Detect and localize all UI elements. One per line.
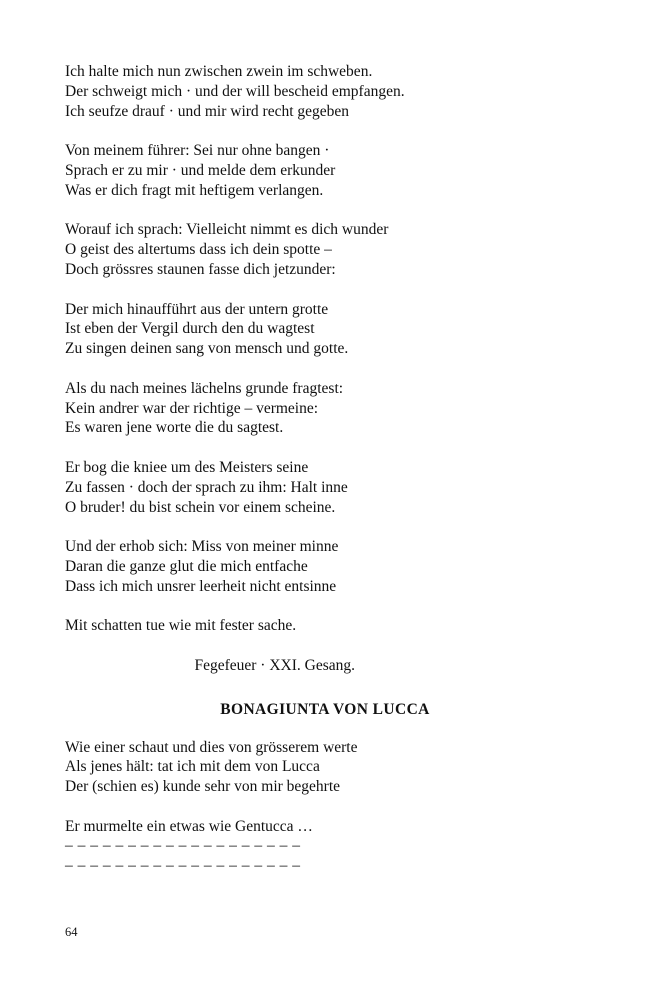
verse-line: Der (schien es) kunde sehr von mir begehrte — [65, 778, 341, 796]
verse-line: O geist des altertums dass ich dein spotte – — [65, 241, 332, 259]
stanza — [65, 458, 605, 517]
verse-line: Der mich hinaufführt aus der untern grotte — [65, 300, 329, 318]
stanza — [65, 220, 605, 279]
page-number: 64 — [65, 925, 78, 939]
stanza — [65, 141, 605, 200]
verse-line: O bruder! du bist schein vor einem scheine. — [65, 498, 336, 516]
text-block — [65, 62, 605, 896]
stanza — [65, 62, 605, 121]
verse-line: Als jenes hält: tat ich mit dem von Lucca — [65, 758, 320, 776]
stanza — [65, 738, 605, 797]
stanza — [65, 300, 605, 359]
verse-line: Dass ich mich unsrer leerheit nicht entsinne — [65, 577, 337, 595]
omission-line: – – – – – – – – – – – – – – – – – – – — [65, 857, 301, 875]
verse-line: Ich seufze drauf · und mir wird recht gegeben — [65, 102, 350, 120]
verse-line: Mit schatten tue wie mit fester sache. — [65, 617, 297, 635]
verse-line: Sprach er zu mir · und melde dem erkunder — [65, 161, 336, 179]
verse-line: Er bog die kniee um des Meisters seine — [65, 458, 309, 476]
verse-line: Kein andrer war der richtige – vermeine: — [65, 399, 319, 417]
verse-line: Es waren jene worte die du sagtest. — [65, 419, 284, 437]
verse-line: Daran die ganze glut die mich entfache — [65, 557, 308, 575]
source-reference: Fegefeuer · XXI. Gesang. — [194, 656, 355, 674]
verse-line: Als du nach meines lächelns grunde fragtest: — [65, 379, 344, 397]
stanza — [65, 817, 605, 876]
verse-line: Was er dich fragt mit heftigem verlangen. — [65, 181, 324, 199]
verse-line: Wie einer schaut und dies von grösserem werte — [65, 738, 358, 756]
verse-line: Worauf ich sprach: Vielleicht nimmt es dich wunder — [65, 221, 389, 239]
omission-line: – – – – – – – – – – – – – – – – – – – — [65, 837, 301, 855]
verse-line: Ich halte mich nun zwischen zwein im schweben. — [65, 63, 373, 80]
stanza — [65, 537, 605, 596]
verse-line: Ist eben der Vergil durch den du wagtest — [65, 320, 315, 338]
verse-line: Der schweigt mich · und der will bescheid empfangen. — [65, 82, 405, 100]
stanza — [65, 379, 605, 438]
verse-line: Von meinem führer: Sei nur ohne bangen · — [65, 142, 330, 160]
verse-line: Doch grössres staunen fasse dich jetzunder: — [65, 260, 336, 278]
verse-line: Zu singen deinen sang von mensch und gotte. — [65, 340, 349, 358]
verse-line: Er murmelte ein etwas wie Gentucca … — [65, 817, 313, 835]
stanza — [65, 616, 605, 636]
verse-line: Und der erhob sich: Miss von meiner minne — [65, 538, 339, 556]
verse-line: Zu fassen · doch der sprach zu ihm: Halt inne — [65, 478, 348, 496]
section-heading: BONAGIUNTA VON LUCCA — [220, 700, 430, 718]
